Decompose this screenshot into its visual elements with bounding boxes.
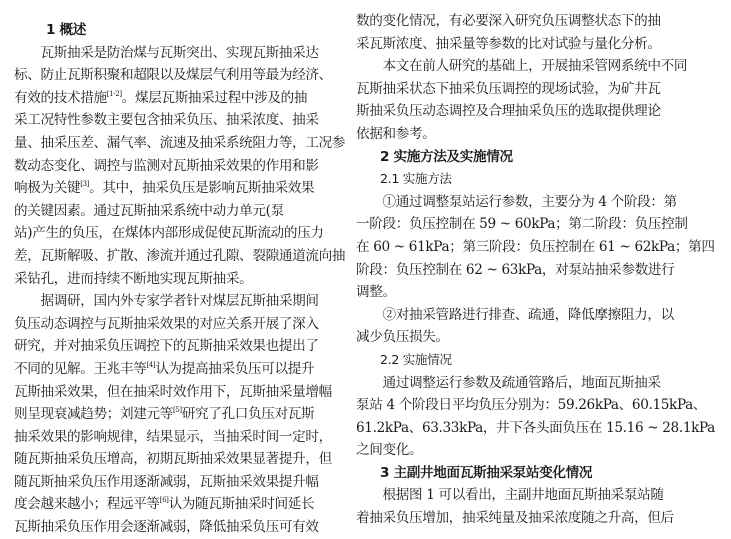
text-line: 量、抽采压差、漏气率、流速及抽采系统阻力等，工况参 <box>14 134 346 151</box>
citation-marker: [3] <box>80 180 90 189</box>
subsection-heading: 2.1 实施方法 <box>380 171 452 187</box>
text-line: 调整。 <box>356 284 396 301</box>
text-line: 瓦斯抽采效果，但在抽采时效作用下，瓦斯抽采量增幅 <box>14 383 332 400</box>
section-heading: 2 实施方法及实施情况 <box>380 148 513 165</box>
text-line: 瓦斯抽采负压作用会逐渐减弱，降低抽采负压可有效 <box>14 519 319 536</box>
text-line: 通过调整运行参数及疏通管路后，地面瓦斯抽采 <box>356 374 661 391</box>
text-line: ②对抽采管路进行排查、疏通，降低摩擦阻力，以 <box>356 306 674 323</box>
text-line: 差，瓦斯解吸、扩散、渗流并通过孔隙、裂隙通道流向抽 <box>14 247 346 264</box>
text-line: 采钻孔，进而持续不断地实现瓦斯抽采。 <box>14 270 253 287</box>
text-line: 着抽采负压增加，抽采纯量及抽采浓度随之升高，但后 <box>356 510 674 527</box>
text-line: 泵站 4 个阶段日平均负压分别为：59.26kPa、60.15kPa、 <box>356 397 707 414</box>
text-line: 数动态变化、调控与监测对瓦斯抽采效果的作用和影 <box>14 157 319 174</box>
text-line: 研究，并对抽采负压调控下的瓦斯抽采效果也提出了 <box>14 338 319 355</box>
text-line: 的关键因素。通过瓦斯抽采系统中动力单元(泵 <box>14 202 284 219</box>
right-column <box>356 0 724 527</box>
subsection-heading: 2.2 实施情况 <box>380 351 452 367</box>
text-line: 减少负压损失。 <box>356 329 449 346</box>
text-line: 站)产生的负压，在煤体内部形成促使瓦斯流动的压力 <box>14 225 324 242</box>
citation-marker: [4] <box>146 360 156 369</box>
citation-marker: [5] <box>172 406 182 415</box>
text-line: 在 60 ~ 61kPa；第三阶段：负压控制在 61 ~ 62kPa；第四 <box>356 238 715 255</box>
text-line: 依据和参考。 <box>356 125 436 142</box>
citation-marker: [6] <box>159 496 169 505</box>
text-line: 标、防止瓦斯积聚和超限以及煤层气利用等最为经济、 <box>14 67 332 84</box>
text-line: 瓦斯抽采状态下抽采负压调控的现场试验，为矿井瓦 <box>356 80 661 97</box>
text-line: 瓦斯抽采是防治煤与瓦斯突出、实现瓦斯抽采达 <box>14 44 319 61</box>
citation-marker: [1-2] <box>106 89 122 98</box>
text-line: 采瓦斯浓度、抽采量等参数的比对试验与量化分析。 <box>356 35 661 52</box>
text-line: 则呈现衰减趋势；刘建元等[5]研究了孔口负压对瓦斯 <box>14 406 315 423</box>
left-column <box>14 0 346 536</box>
text-line: 之间变化。 <box>356 442 423 459</box>
text-line: 本文在前人研究的基础上，开展抽采管网系统中不同 <box>356 58 688 75</box>
text-line: 61.2kPa、63.33kPa，井下各头面负压在 15.16 ~ 28.1kPa <box>356 419 715 436</box>
text-line: 据调研，国内外专家学者针对煤层瓦斯抽采期间 <box>14 293 319 310</box>
text-line: 抽采效果的影响规律，结果显示，当抽采时间一定时， <box>14 428 332 445</box>
text-line: 一阶段：负压控制在 59 ~ 60kPa；第二阶段：负压控制 <box>356 216 688 233</box>
section-heading: 1 概述 <box>46 22 86 38</box>
text-line: 不同的见解。王兆丰等[4]认为提高抽采负压可以提升 <box>14 360 315 377</box>
text-line: 采工况特性参数主要包含抽采负压、抽采浓度、抽采 <box>14 112 319 129</box>
text-line: ①通过调整泵站运行参数，主要分为 4 个阶段：第 <box>356 193 677 210</box>
text-line: 阶段：负压控制在 62 ~ 63kPa，对泵站抽采参数进行 <box>356 261 675 278</box>
text-line: 随瓦斯抽采负压增高，初期瓦斯抽采效果显著提升，但 <box>14 451 332 468</box>
text-line: 数的变化情况，有必要深入研究负压调整状态下的抽 <box>356 13 661 29</box>
text-line: 根据图 1 可以看出，主副井地面瓦斯抽采泵站随 <box>356 487 664 504</box>
text-line: 有效的技术措施[1-2]。煤层瓦斯抽采过程中涉及的抽 <box>14 89 308 106</box>
text-line: 斯抽采负压动态调控及合理抽采负压的选取提供理论 <box>356 103 661 120</box>
section-heading: 3 主副井地面瓦斯抽采泵站变化情况 <box>380 464 593 481</box>
text-line: 度会越来越小；程远平等[6]认为随瓦斯抽采时间延长 <box>14 496 315 513</box>
text-line: 负压动态调控与瓦斯抽采效果的对应关系开展了深入 <box>14 315 319 332</box>
text-line: 随瓦斯抽采负压作用逐渐减弱，瓦斯抽采效果提升幅 <box>14 473 319 490</box>
text-line: 响极为关键[3]。其中，抽采负压是影响瓦斯抽采效果 <box>14 180 315 197</box>
